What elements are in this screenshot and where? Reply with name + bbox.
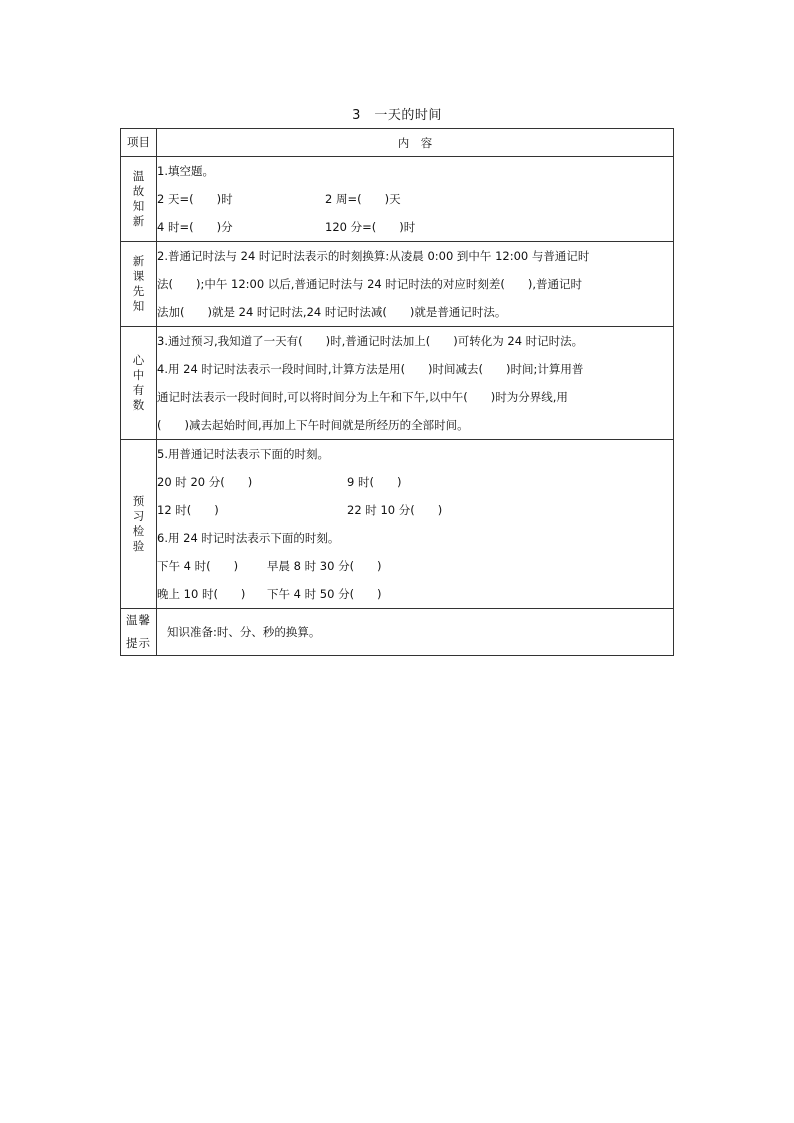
fill-blank-item: 9 时( ) — [347, 475, 402, 489]
fill-blank-item: 22 时 10 分( ) — [347, 503, 443, 517]
section-content — [157, 157, 674, 242]
fill-blank-line — [157, 185, 673, 213]
text-line: 3.通过预习,我知道了一天有( )时,普通记时法加上( )可转化为 24 时记时法。 — [157, 334, 584, 348]
section-label-text: 新课先知 — [132, 254, 145, 313]
fill-blank-item: 早晨 8 时 30 分( ) — [267, 559, 382, 573]
fill-blank-item: 20 时 20 分( ) — [157, 475, 253, 489]
fill-blank-item: 120 分=( )时 — [325, 220, 416, 234]
fill-blank-item: 下午 4 时( ) — [157, 559, 239, 573]
tip-text: 知识准备:时、分、秒的换算。 — [167, 625, 321, 639]
section-tips — [121, 609, 674, 656]
fill-blank-line — [157, 580, 673, 608]
section-label — [121, 609, 157, 656]
section-label-text: 预习检验 — [132, 494, 145, 553]
question-text: 1.填空题。 — [157, 164, 214, 178]
question-line — [157, 157, 673, 185]
header-label: 项目 — [121, 129, 157, 157]
fill-blank-item: 12 时( ) — [157, 503, 219, 517]
section-label — [121, 440, 157, 609]
section-self-check — [121, 327, 674, 440]
question-line: 6.用 24 时记时法表示下面的时刻。 — [157, 531, 340, 545]
fill-blank-line — [157, 213, 673, 241]
section-content — [157, 609, 674, 656]
fill-blank-line — [157, 552, 673, 580]
fill-blank-item: 晚上 10 时( ) — [157, 587, 246, 601]
section-content — [157, 327, 674, 440]
text-line: 法加( )就是 24 时记时法,24 时记时法减( )就是普通记时法。 — [157, 305, 507, 319]
section-label — [121, 242, 157, 327]
section-review — [121, 157, 674, 242]
fill-blank-line — [157, 468, 673, 496]
text-line: 通记时法表示一段时间时,可以将时间分为上午和下午,以中午( )时为分界线,用 — [157, 390, 568, 404]
header-content: 内 容 — [157, 129, 674, 157]
text-line: ( )减去起始时间,再加上下午时间就是所经历的全部时间。 — [157, 418, 469, 432]
fill-blank-line — [157, 496, 673, 524]
text-line: 2.普通记时法与 24 时记时法表示的时刻换算:从凌晨 0:00 到中午 12:00 与普通记时 — [157, 249, 590, 263]
section-label-text: 温馨提示 — [126, 613, 151, 650]
section-new-lesson — [121, 242, 674, 327]
header-row — [121, 129, 674, 157]
section-preview-test — [121, 440, 674, 609]
text-line: 法( );中午 12:00 以后,普通记时法与 24 时记时法的对应时刻差( ),普通记时 — [157, 277, 583, 291]
question-line: 5.用普通记时法表示下面的时刻。 — [157, 447, 329, 461]
text-line: 4.用 24 时记时法表示一段时间时,计算方法是用( )时间减去( )时间;计算用普 — [157, 362, 584, 376]
section-label — [121, 157, 157, 242]
fill-blank-item: 4 时=( )分 — [157, 220, 233, 234]
fill-blank-item: 2 周=( )天 — [325, 192, 401, 206]
section-label — [121, 327, 157, 440]
section-label-text: 心中有数 — [132, 353, 145, 412]
preview-table — [120, 128, 674, 656]
fill-blank-item: 下午 4 时 50 分( ) — [267, 587, 382, 601]
fill-blank-item: 2 天=( )时 — [157, 192, 233, 206]
section-content — [157, 242, 674, 327]
section-content — [157, 440, 674, 609]
section-label-text: 温故知新 — [132, 169, 145, 228]
page-title: 3 一天的时间 — [352, 108, 442, 123]
